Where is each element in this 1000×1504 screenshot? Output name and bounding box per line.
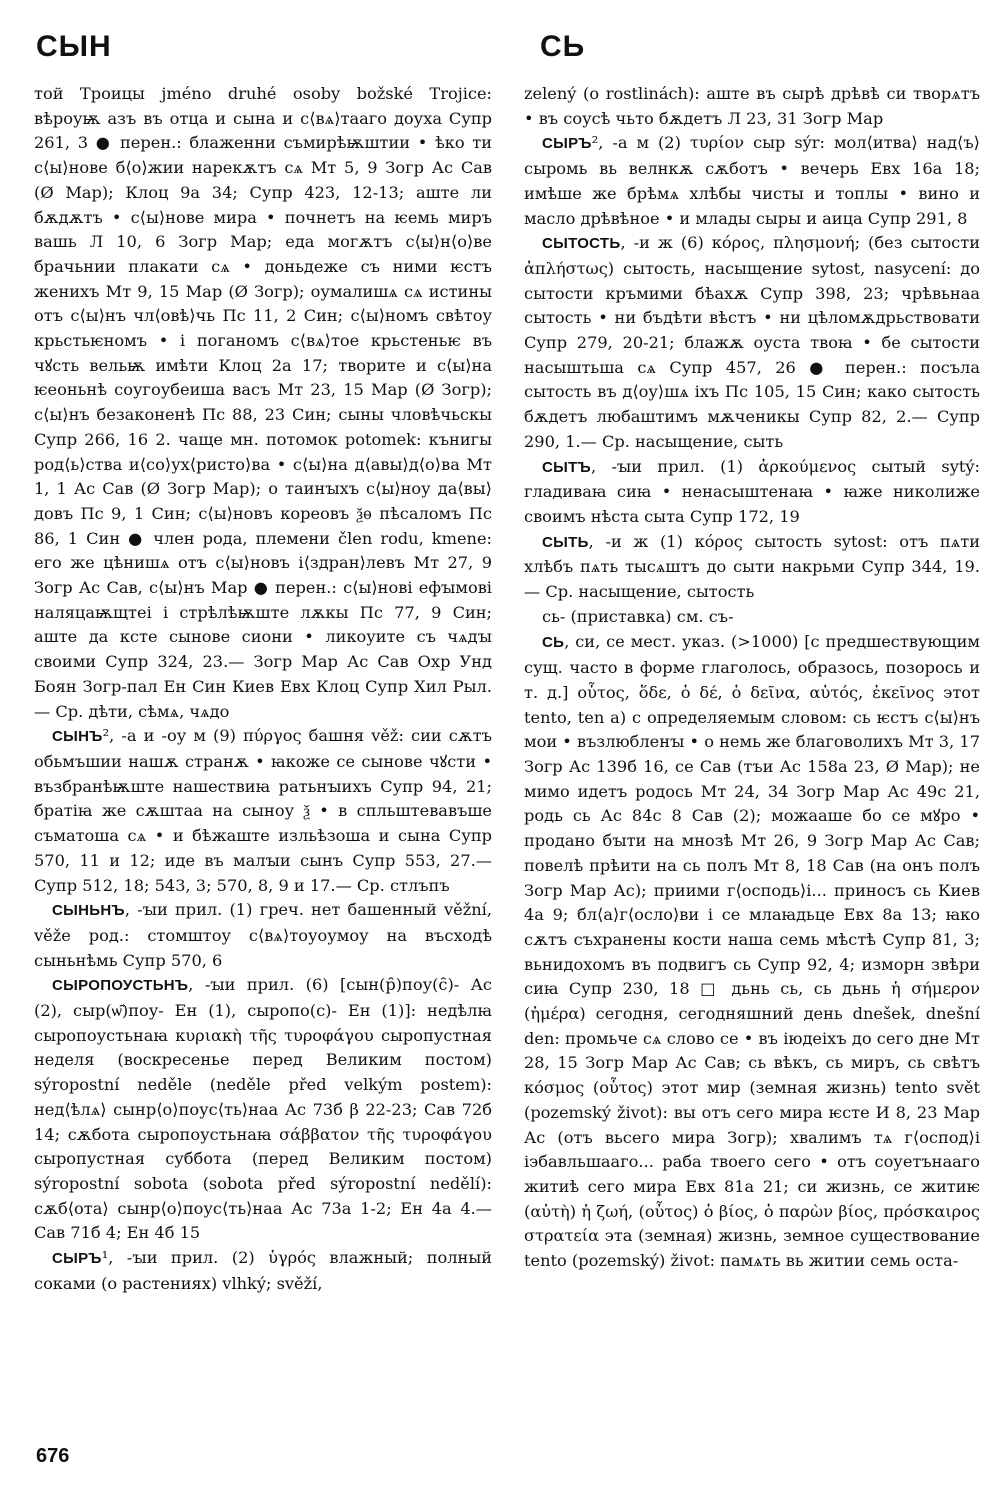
dictionary-entry xyxy=(524,630,980,1273)
headword: СЫТОСТЬ xyxy=(542,235,621,253)
headword: СЫТЪ xyxy=(542,458,591,476)
entry-text: ², -а м (2) τυρίον сыр sýr: мол⟨итва⟩ над⟨ъ⟩ сыромь вь велнкѫ сѫботъ • вечерь Евх 16а 18; имѣше же брѣмѧ хлѣбы чисты и топлы • вино и масло дрѣвѣное • и млады сыры и аица Супр 291, 8 xyxy=(524,133,980,228)
entry-text: ¹, -ꙑи прил. (2) ὑγρός влажный; полный соками (о растениях) vlhký; svěží, xyxy=(34,1248,492,1293)
dictionary-entry xyxy=(524,231,980,454)
headword: СЫРЪ xyxy=(52,1250,102,1268)
entry-text: сь- (приставка) см. съ- xyxy=(542,606,734,626)
headword: СЫТЬ xyxy=(542,533,589,551)
entry-continuation xyxy=(524,82,980,131)
dictionary-entry xyxy=(34,898,492,973)
entry-text: , -и ж (6) κόρος, πλησμονή; (без сытости ἀπλήστως) сытость, насыщение sytost, nasycení: до сытости кръмими бѣахѫ Супр 398, 23; чрѣвьнаа сытость • ни бъдѣти вѣстъ • ни цѣломѫдрьствовати Супр 279, 20-21; блажѫ оуста твоꙗ • бе сытости насыштьша сѧ Супр 457, 26 ● перен.: посъла сытость въ д⟨оу⟩шѧ іхъ Пс 105, 15 Син; како сытость бѫдетъ любаштимъ мѫченикы Супр 82, 2.— Супр 290, 1.— Ср. насыщение, сыть xyxy=(524,233,980,451)
headword: СЫНЬНЪ xyxy=(52,902,125,920)
entry-text: , си, се мест. указ. (>1000) [с предшествующим сущ. часто в форме глаголось, образось, позорось и т. д.] οὗτος, ὅδε, ὁ δέ, ὁ δεῖνα, αὐτός, ἐκεῖνος этот tento, ten а) с определяемым словом: сь ѥстъ с⟨ы⟩нъ мои • възлюбленꙑ • о немь же благоволихъ Мт 3, 17 Зогр Ас 139б 16, се Сав (тъи Ас 158а 23, Ø Мар); не мимо идетъ родось Мт 24, 34 Зогр Мар Ас 49с 21, родь сь Ас 84с 8 Сав (2); можааше бо се мꙋро • продано бꙑти на мнозѣ Мт 26, 9 Зогр Мар Ас Сав; повелѣ прѣити на сь полъ Мт 8, 18 Сав (на онъ полъ Зогр Мар Ас); приими г⟨осподь⟩і... приносъ сь Киев 4а 9; бл⟨а⟩г⟨осло⟩ви і се млаꙗдьце Евх 8а 13; ꙗко сѫтъ съхранены кости наша семь мѣстѣ Супр 81, 3; вьнидохомъ въ подвигъ сь Супр 92, 4; изморн звѣри сиꙗ Супр 230, 18 □ дьнь сь, сь дьнь ἡ σήμερον (ἡμέρα) сегодня, сегодняшний день dnešek, dnešní den: промьче сѧ слово се • въ іюдеіхъ до сего дне Мт 28, 15 Зогр Мар Ас Сав; сь вѣкъ, сь миръ, сь свѣтъ κόσμος (οὗτος) этот мир (земная жизнь) tento svět (pozemský život): вы отъ сего мира ѥсте И 8, 23 Мар Ас (отъ вьсего мира Зогр); хвалимъ тѧ г⟨оспод⟩і іэбавльшааго... раба твоего сего • отъ соуетънааго житиѣ сего мира Евх 81а 21; си жизнь, се житиѥ (αὐτὴ) ἡ ζωή, (οὗτος) ὁ βίος, ὁ παρὼν βίος, πρόσκαιρος στρατεία эта (земная) жизнь, земное существование tento (pozemský) život: памѧть вь житии семь оста- xyxy=(524,632,980,1271)
entry-text: , -ꙑи прил. (6) [сын(р̑)поу(с̑)- Ас (2), сыр(ѡ̑)поу- Ен (1), сыропо(с)- Ен (1)]: недѣлꙗ сыропоустьнаꙗ κυριακὴ τῆς τυροφάγου сыропустная неделя (воскресенье перед Великим постом) sýropostní neděle (neděle před velkým postem): нед⟨ѣлѧ⟩ сынр⟨о⟩поус⟨ть⟩наа Ас 73б β 22-23; Сав 72б 14; сѫбота сыропоустьнаꙗ σάββατον τῆς τυροφάγου сыропустная суббота (перед Великим постом) sýropostní sobota (sobota před sýropostní nedělí): сѫб⟨ота⟩ сынр⟨о⟩поус⟨ть⟩наа Ас 73а 1-2; Ен 4а 4.— Сав 71б 4; Ен 4б 15 xyxy=(34,975,492,1243)
left-column xyxy=(34,82,492,1442)
headword: СЫРОПОУСТЬНЪ xyxy=(52,977,189,995)
entry-text: , -ꙑи прил. (1) греч. нет башенный věžní, věže род.: стомштоу с⟨вѧ⟩тоуоумоу на въсходѣ сыньнѣмь Супр 570, 6 xyxy=(34,900,492,970)
entry-text: ², -а и -оу м (9) πύργος башня věž: сии сѫтъ обьмъшии нашѫ странѫ • ꙗкоже се сынове чꙋсти • възбранѣѭште нашествиꙗ ратьнꙑихъ Супр 94, 21; братiꙗ же сѫштаа на сыноу ѯ • в спльштевавъше съматоша сѧ • и бѣжаште изльѣзоша и сына Супр 570, 11 и 12; иде въ малꙑи сынъ Супр 553, 27.— Супр 512, 18; 543, 3; 570, 8, 9 и 17.— Ср. стлъпъ xyxy=(34,726,492,895)
right-column xyxy=(524,82,980,1442)
left-guide-word: СЫН xyxy=(36,30,112,63)
dictionary-entry xyxy=(524,605,980,631)
page-number: 676 xyxy=(36,1445,70,1467)
headword: СЬ xyxy=(542,634,565,652)
dictionary-entry xyxy=(524,530,980,605)
entry-text: , -ꙑи прил. (1) ἀρκούμενος сытый sytý: гладиваꙗ сиꙗ • ненасыштенаꙗ • ꙗже николиже своимъ нѣста сыта Супр 172, 19 xyxy=(524,456,980,526)
headword: СЫНЪ xyxy=(52,728,103,746)
entry-text: , -и ж (1) κόρος сытость sytost: отъ пѧти хлѣбъ пѧть тысѧштъ до сыти накрьми Супр 344, 19.— Ср. насыщение, сытость xyxy=(524,531,980,602)
entry-text: zelený (o rostlinách): аште въ сырѣ дрѣвѣ си творѧтъ • въ соусѣ чьто бѫдетъ Л 23, 31 Зогр Мар xyxy=(524,84,980,128)
dictionary-entry xyxy=(524,455,980,530)
dictionary-entry xyxy=(524,131,980,231)
headword: СЫРЪ xyxy=(542,135,592,153)
entry-continuation xyxy=(34,82,492,724)
dictionary-entry xyxy=(34,724,492,898)
dictionary-entry xyxy=(34,1246,492,1296)
dictionary-entry xyxy=(34,973,492,1246)
right-guide-word: СЬ xyxy=(540,30,586,63)
entry-text: той Троицы jméno druhé osoby božské Trojice: вѣроуѭ азъ въ отца и сына и с⟨вѧ⟩таaго доуха Супр 261, 3 ● перен.: блаженни съмирѣѭштии • ѣко ти с⟨ы⟩нове б⟨о⟩жии нарекѫтъ сѧ Мт 5, 9 Зогр Ас Сав (Ø Мар); Клоц 9а 34; Супр 423, 12-13; аште ли бѫдѫтъ • с⟨ы⟩нове мира • почнетъ на ѥемь миръ вашь Л 10, 6 Зогр Мар; еда могѫтъ с⟨ы⟩н⟨о⟩ве брачьнии плакати сѧ • доньдеже съ ними ѥстъ женихъ Мт 9, 15 Мар (Ø Зогр); оумалишѧ сѧ истины отъ с⟨ы⟩нъ чл⟨овѣ⟩чь Пс 11, 2 Син; с⟨ы⟩номъ свѣтоу крьстьѥномъ • і поганомъ с⟨вѧ⟩тое крьстеньѥ въ чꙋсть вельѭ имѣти Клоц 2а 17; творите и с⟨ы⟩на ѥеоньнѣ соугоубеиша васъ Мт 23, 15 Мар (Ø Зогр); с⟨ы⟩нъ безаконенѣ Пс 88, 23 Син; сыны чловѣчьскы Супр 266, 16 2. чаще мн. потомок potomek: кънигы род⟨ь⟩ства и⟨со⟩ух⟨ристо⟩ва • с⟨ы⟩на д⟨авы⟩д⟨о⟩ва Мт 1, 1 Ас Сав (Ø Зогр Мар); о таинꙑхъ с⟨ы⟩ноу да⟨вы⟩довъ Пс 9, 1 Син; с⟨ы⟩новъ кореовъ ѯѳ пѣсаломъ Пс 86, 1 Син ● член рода, племени člen rodu, kmene: его же цѣнишѧ отъ с⟨ы⟩новъ і⟨здран⟩левъ Мт 27, 9 Зогр Ас Сав, с⟨ы⟩нъ Мар ● перен.: с⟨ы⟩нові ефꙑмовi наляцаѭщтеі і стрѣлѣѭште лѫкы Пс 77, 9 Син; аште да ксте сынове сиони • ликоуите съ чѧдꙑ своими Супр 324, 23.— Зогр Мар Ас Сав Охр Унд Боян Зогр-пал Ен Син Киев Евх Клоц Супр Хил Рыл.— Ср. дѣти, сѣмѧ, чѧдо xyxy=(34,84,492,721)
